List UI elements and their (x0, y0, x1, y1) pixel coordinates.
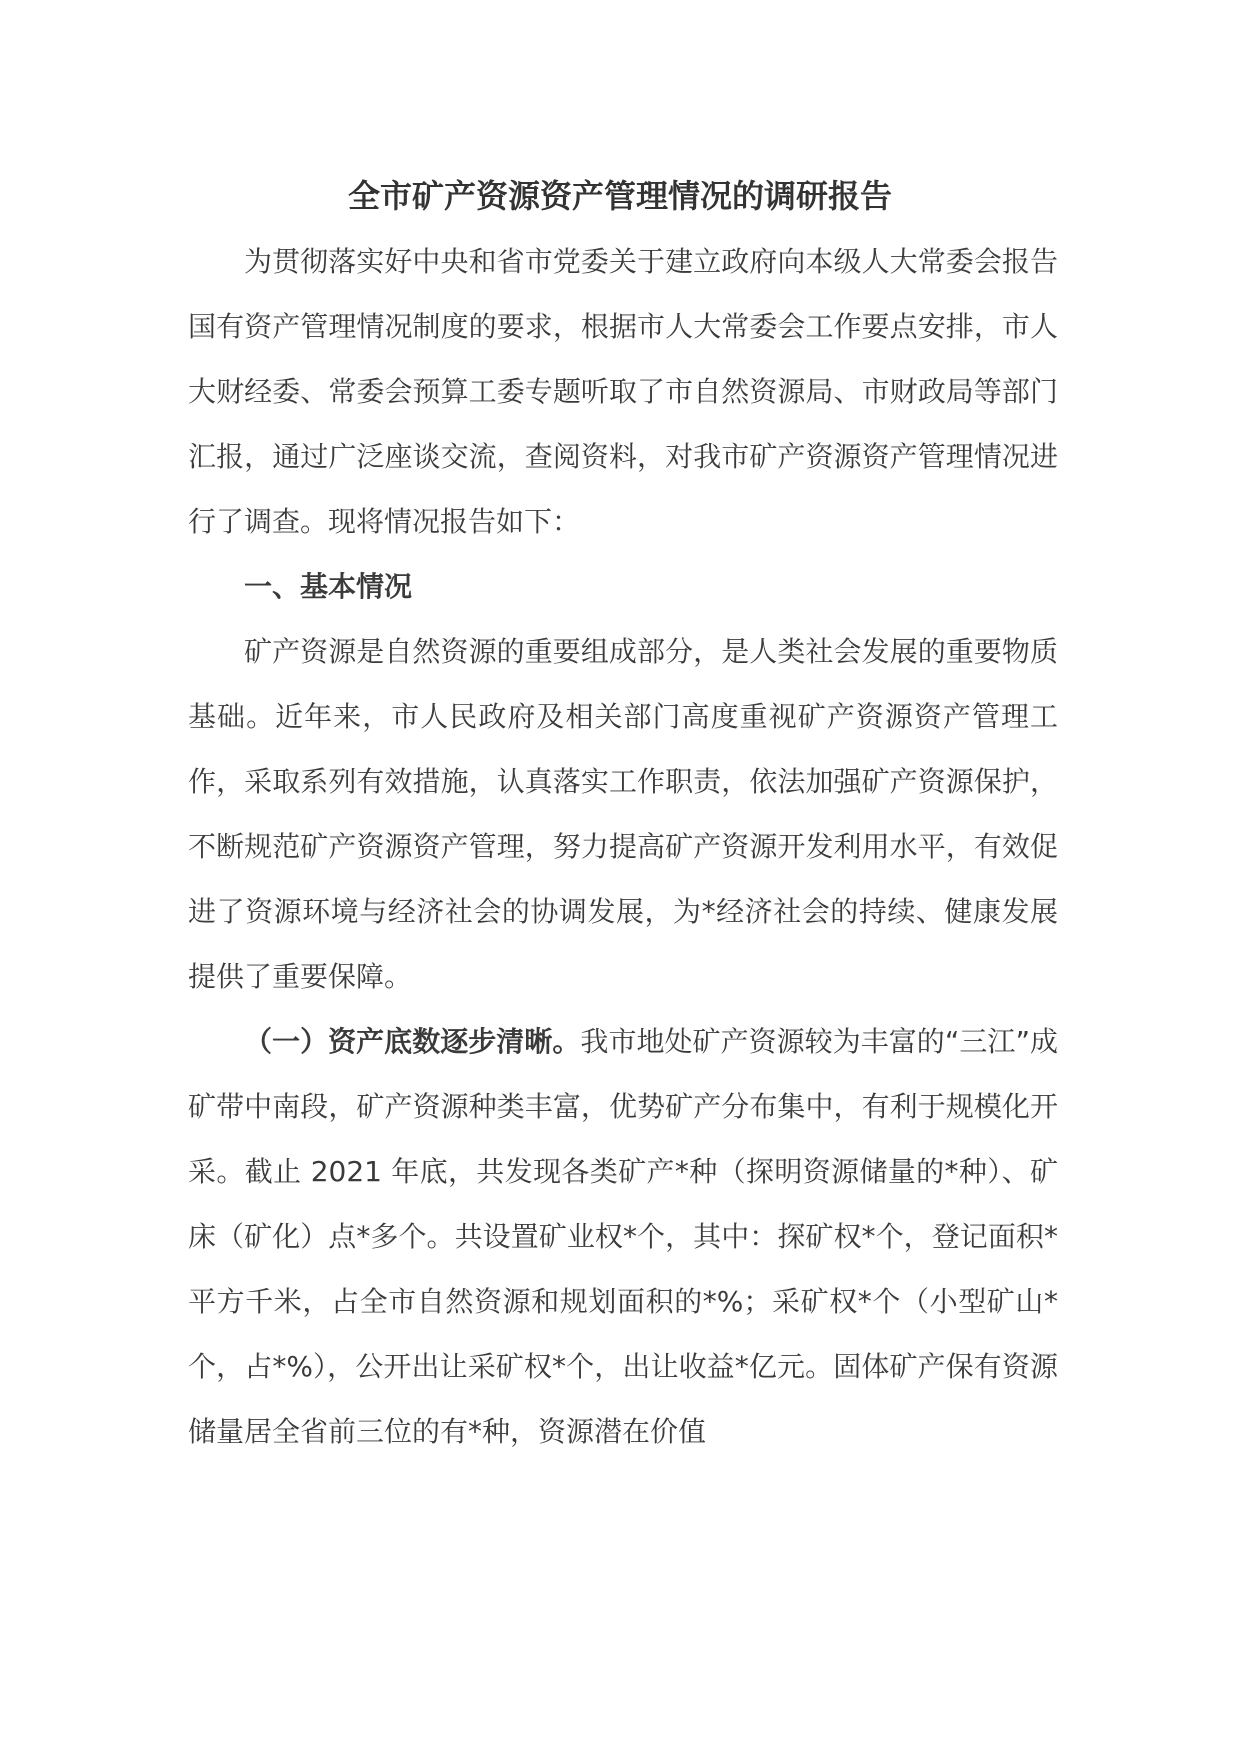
document-body (188, 229, 1058, 1464)
subsection1-paragraph (188, 1009, 1058, 1464)
document-title: 全市矿产资源资产管理情况的调研报告 (347, 177, 892, 215)
section1-paragraph: 矿产资源是自然资源的重要组成部分，是人类社会发展的重要物质基础。近年来，市人民政府及相关部门高度重视矿产资源资产管理工作，采取系列有效措施，认真落实工作职责，依法加强矿产资源保护，不断规范矿产资源资产管理，努力提高矿产资源开发利用水平，有效促进了资源环境与经济社会的协调发展，为*经济社会的持续、健康发展提供了重要保障。 (188, 635, 1058, 993)
subsection1-text: 我市地处矿产资源较为丰富的“三江”成矿带中南段，矿产资源种类丰富，优势矿产分布集中，有利于规模化开采。截止 2021 年底，共发现各类矿产*种（探明资源储量的*种）、矿床（矿化）点*多个。共设置矿业权*个，其中：探矿权*个，登记面积*平方千米，占全市自然资源和规划面积的*%；采矿权*个（小型矿山*个，占*%），公开出让采矿权*个，出让收益*亿元。固体矿产保有资源储量居全省前三位的有*种，资源潜在价值 (188, 1025, 1058, 1448)
subsection1-lead: （一）资产底数逐步清晰。 (244, 1025, 581, 1058)
intro-paragraph: 为贯彻落实好中央和省市党委关于建立政府向本级人大常委会报告国有资产管理情况制度的要求，根据市人大常委会工作要点安排，市人大财经委、常委会预算工委专题听取了市自然资源局、市财政局等部门汇报，通过广泛座谈交流，查阅资料，对我市矿产资源资产管理情况进行了调查。现将情况报告如下： (188, 245, 1058, 538)
section-heading-basic: 一、基本情况 (244, 570, 413, 603)
